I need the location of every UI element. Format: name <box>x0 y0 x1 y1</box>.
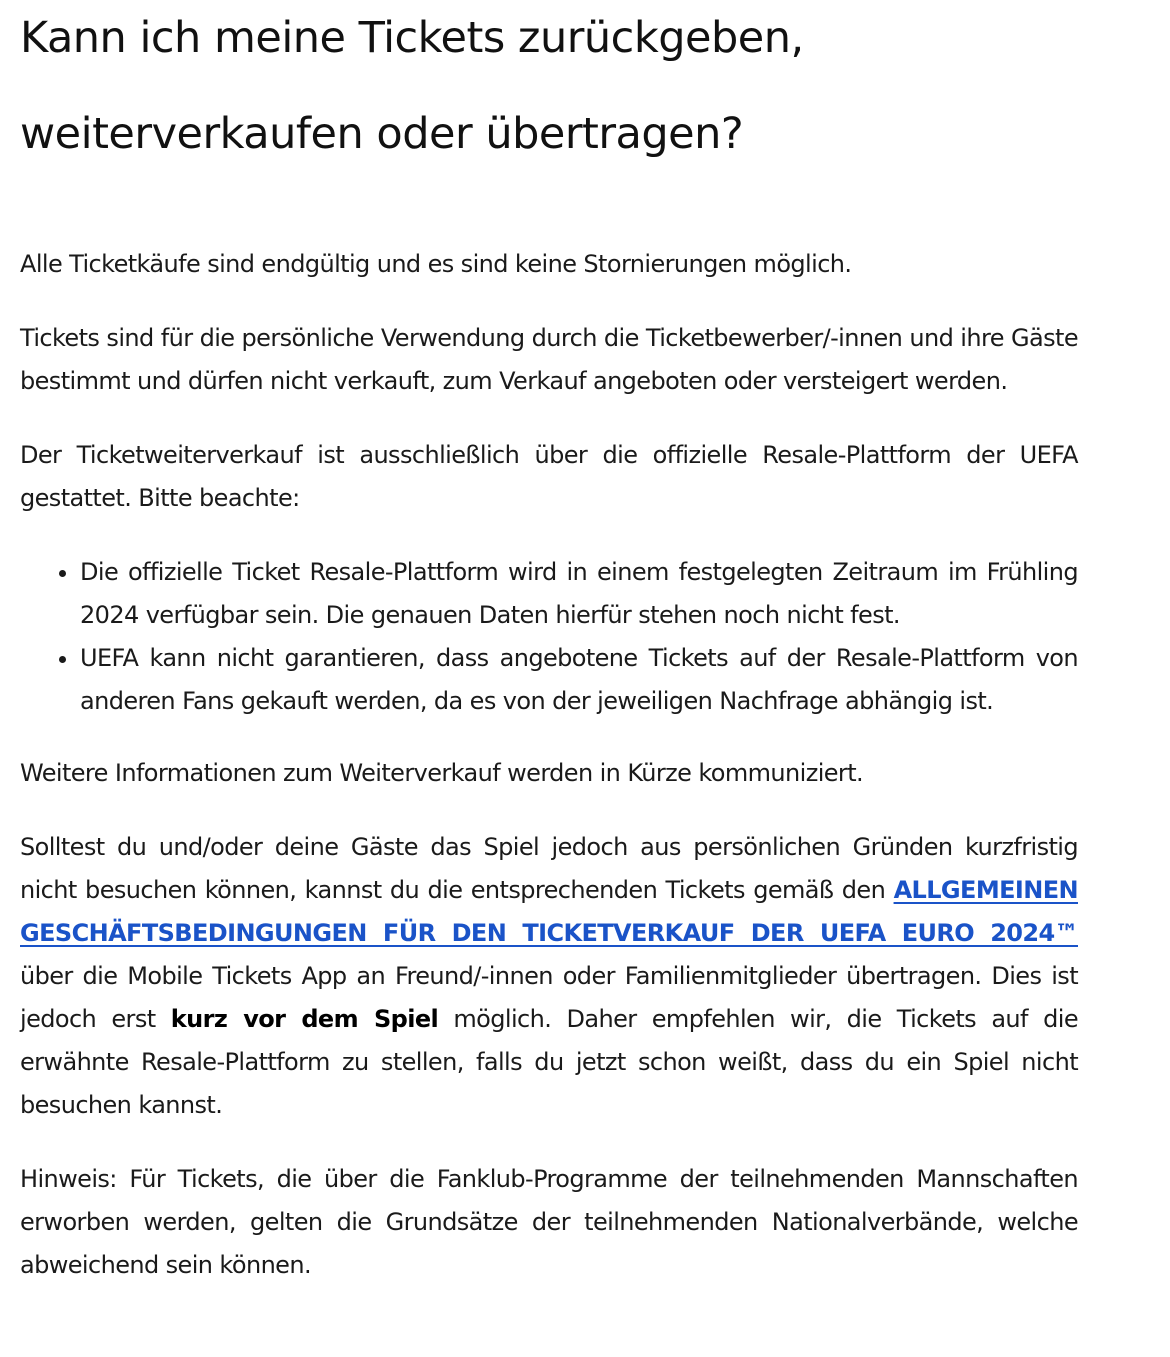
paragraph-personal-use: Tickets sind für die persönliche Verwendung durch die Ticketbewerber/-innen und ihre Gäste bestimmt und dürfen nicht verkauft, zum Verkauf angeboten oder versteigert werden. <box>20 324 1078 395</box>
paragraph-final-purchases: Alle Ticketkäufe sind endgültig und es sind keine Stornierungen möglich. <box>20 250 852 278</box>
list-item: • Die offizielle Ticket Resale-Plattform wird in einem festgelegten Zeitraum im Frühling 2024 verfügbar sein. Die genauen Daten hierfür stehen noch nicht fest. <box>80 551 1078 637</box>
title-line-2: weiterverkaufen oder übertragen? <box>20 109 744 159</box>
list-item: • UEFA kann nicht garantieren, dass angebotene Tickets auf der Resale-Plattform von anderen Fans gekauft werden, da es von der jeweiligen Nachfrage abhängig ist. <box>80 637 1078 723</box>
faq-question-title <box>20 10 820 159</box>
resale-notes-list <box>20 551 1078 723</box>
paragraph-fanclub-note: Hinweis: Für Tickets, die über die Fanklub-Programme der teilnehmenden Mannschaften erworben werden, gelten die Grundsätze der teilnehmenden Nationalverbände, welche abweichend sein können. <box>20 1165 1078 1279</box>
transfer-text-end: möglich. Daher empfehlen wir, die Tickets auf die erwähnte Resale-Plattform zu stellen, falls du jetzt schon weißt, dass du ein Spiel nicht besuchen kannst. <box>20 1005 1078 1119</box>
title-line-1: Kann ich meine Tickets zurückgeben, <box>20 13 804 63</box>
transfer-timing-emphasis: kurz vor dem Spiel <box>170 1005 439 1033</box>
faq-answer-body <box>20 243 1078 1287</box>
paragraph-more-info: Weitere Informationen zum Weiterverkauf werden in Kürze kommuniziert. <box>20 759 864 787</box>
paragraph-transfer <box>20 826 1078 1127</box>
transfer-text-start: Solltest du und/oder deine Gäste das Spiel jedoch aus persönlichen Gründen kurzfristig nicht besuchen können, kannst du die entsprechenden Tickets gemäß den <box>20 833 1078 904</box>
terms-and-conditions-link[interactable]: ALLGEMEINEN GESCHÄFTSBEDINGUNGEN FÜR DEN TICKETVERKAUF DER UEFA EURO 2024™ <box>20 876 1078 947</box>
transfer-text-middle: über die Mobile Tickets App an Freund/-innen oder Familienmitglieder übertragen. Dies ist jedoch erst <box>20 962 1078 1033</box>
paragraph-resale-platform: Der Ticketweiterverkauf ist ausschließlich über die offizielle Resale-Plattform der UEFA gestattet. Bitte beachte: <box>20 441 1078 512</box>
